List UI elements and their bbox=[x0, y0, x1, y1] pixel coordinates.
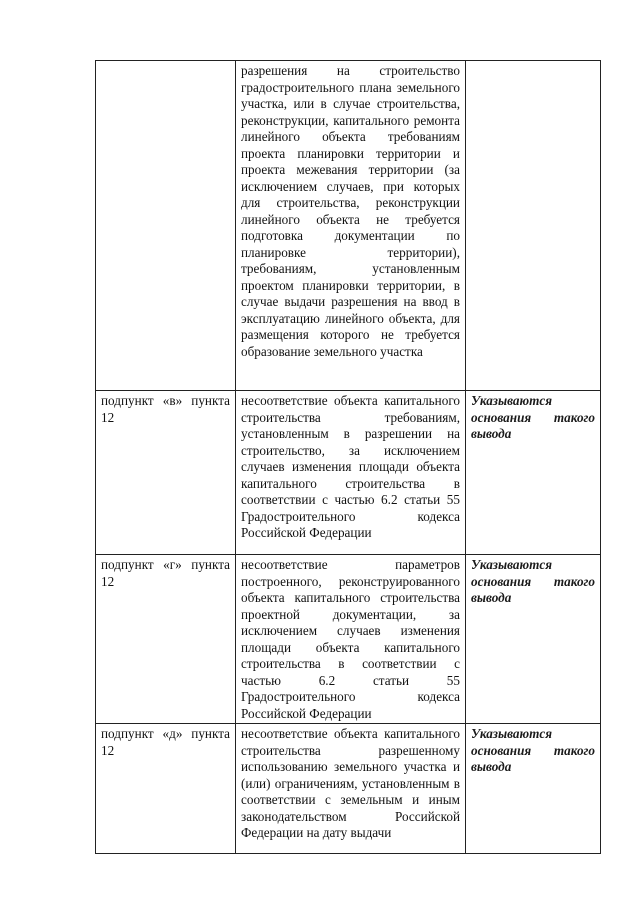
description-cell: разрешения на строительство градостроительного плана земельного участка, или в случае строительства, реконструкции, капитального ремонта линейного объекта требованиям проекта планировки территории и проекта межевания территории (за исключением случаев, при которых для строительства, реконструкции линейного объекта не требуется подготовка документации по планировке территории), требованиям, установленным проектом планировки территории, в случае выдачи разрешения на ввод в эксплуатацию линейного объекта, для размещения которого не требуется образование земельного участка bbox=[236, 61, 466, 391]
grounds-table bbox=[95, 60, 601, 854]
note-cell bbox=[466, 61, 601, 391]
description-cell: несоответствие параметров построенного, реконструированного объекта капитального строительства проектной документации, за исключением случаев изменения площади объекта капитального строительства в соответствии с частью 6.2 статьи 55 Градостроительного кодекса Российской Федерации bbox=[236, 555, 466, 724]
table-row bbox=[96, 555, 601, 724]
note-cell: Указываются основания такого вывода bbox=[466, 391, 601, 555]
ref-cell: подпункт «в» пункта 12 bbox=[96, 391, 236, 555]
table-row bbox=[96, 391, 601, 555]
table-row bbox=[96, 61, 601, 391]
description-cell: несоответствие объекта капитального строительства разрешенному использованию земельного участка и (или) ограничениям, установленным в соответствии с земельным и иным законодательством Российской Федерации на дату выдачи bbox=[236, 724, 466, 854]
ref-cell: подпункт «д» пункта 12 bbox=[96, 724, 236, 854]
note-cell: Указываются основания такого вывода bbox=[466, 724, 601, 854]
description-cell: несоответствие объекта капитального строительства требованиям, установленным в разрешении на строительство, за исключением случаев изменения площади объекта капитального строительства в соответствии с частью 6.2 статьи 55 Градостроительного кодекса Российской Федерации bbox=[236, 391, 466, 555]
ref-cell: подпункт «г» пункта 12 bbox=[96, 555, 236, 724]
table-row bbox=[96, 724, 601, 854]
note-cell: Указываются основания такого вывода bbox=[466, 555, 601, 724]
ref-cell bbox=[96, 61, 236, 391]
